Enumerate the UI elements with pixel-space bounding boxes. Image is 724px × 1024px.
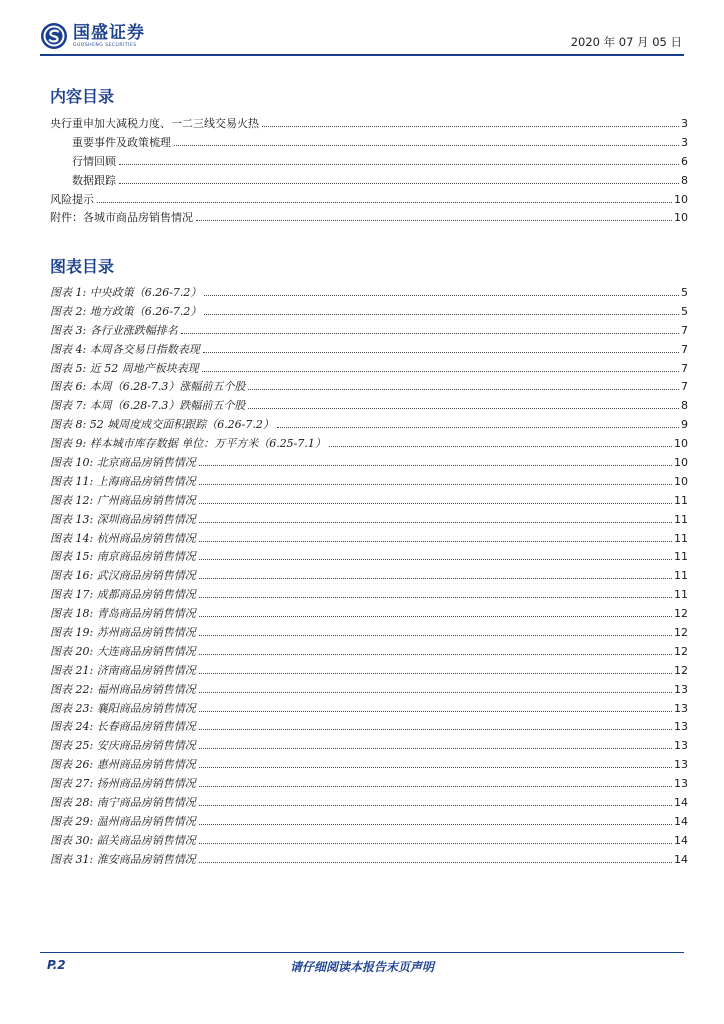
dot-leader [199, 843, 672, 844]
figure-entry-page: 10 [674, 437, 688, 451]
figure-entry-label: 图表 17: 成都商品房销售情况 [50, 588, 196, 602]
figure-entry[interactable] [50, 586, 688, 605]
figure-entry[interactable] [50, 492, 688, 511]
figure-entry-label: 图表 4: 本周各交易日指数表现 [50, 342, 200, 356]
dot-leader [199, 673, 672, 674]
figure-entry[interactable] [50, 530, 688, 549]
dot-leader [199, 503, 672, 504]
figure-entry-page: 11 [674, 550, 688, 564]
figure-entry[interactable] [50, 737, 688, 756]
figure-entry-label: 图表 26: 惠州商品房销售情况 [50, 758, 196, 772]
dot-leader [329, 446, 672, 447]
figure-entry-label: 图表 7: 本周（6.28-7.3）跌幅前五个股 [50, 399, 246, 413]
dot-leader [199, 616, 672, 617]
figure-entry-label: 图表 15: 南京商品房销售情况 [50, 550, 196, 564]
dot-leader [248, 389, 679, 390]
dot-leader [277, 427, 679, 428]
figure-entry[interactable] [50, 511, 688, 530]
figure-entry-page: 11 [674, 531, 688, 545]
contents-entry-label: 数据跟踪 [72, 173, 116, 187]
figure-entry[interactable] [50, 454, 688, 473]
figure-entry[interactable] [50, 435, 688, 454]
dot-leader [199, 767, 672, 768]
figure-entry[interactable] [50, 473, 688, 492]
figure-entry-page: 11 [674, 588, 688, 602]
figure-entry[interactable] [50, 700, 688, 719]
contents-entry-page: 8 [681, 173, 688, 187]
figure-entry-page: 9 [681, 418, 688, 432]
dot-leader [199, 711, 672, 712]
figure-entry-label: 图表 8: 52 城周度成交面积跟踪（6.26-7.2） [50, 418, 274, 432]
contents-entry-label: 行情回顾 [72, 154, 116, 168]
figure-entry-label: 图表 28: 南宁商品房销售情况 [50, 796, 196, 810]
dot-leader [203, 352, 679, 353]
figure-entry-label: 图表 1: 中央政策（6.26-7.2） [50, 286, 202, 299]
dot-leader [199, 824, 672, 825]
figure-entry[interactable] [50, 643, 688, 662]
figure-entry-page: 14 [674, 796, 688, 810]
dot-leader [199, 484, 672, 485]
contents-entry-label: 重要事件及政策梳理 [72, 135, 171, 149]
figure-entry-page: 14 [674, 833, 688, 847]
figure-entry-label: 图表 2: 地方政策（6.26-7.2） [50, 304, 202, 318]
figure-entry-page: 11 [674, 493, 688, 507]
figure-entry-page: 13 [674, 720, 688, 734]
dot-leader [199, 862, 672, 863]
logo-subtitle: GUOSHENG SECURITIES [73, 42, 137, 48]
figure-entry[interactable] [50, 756, 688, 775]
figure-entry-page: 13 [674, 777, 688, 791]
contents-entry-page: 10 [674, 211, 688, 225]
dot-leader [199, 805, 672, 806]
figures-title: 图表目录 [50, 257, 115, 276]
figure-entry-page: 12 [674, 663, 688, 677]
figure-entry[interactable] [50, 416, 688, 435]
figure-entry[interactable] [50, 397, 688, 416]
figure-entry-page: 7 [681, 323, 688, 337]
dot-leader [174, 145, 679, 146]
dot-leader [199, 729, 672, 730]
figure-entry-label: 图表 16: 武汉商品房销售情况 [50, 569, 196, 583]
figure-entry[interactable] [50, 681, 688, 700]
dot-leader [199, 786, 672, 787]
logo-icon [40, 22, 68, 50]
figure-entry-page: 8 [681, 399, 688, 413]
footer-divider [40, 952, 684, 953]
figure-entry[interactable] [50, 284, 688, 303]
figure-entry-label: 图表 23: 襄阳商品房销售情况 [50, 701, 196, 715]
figure-entry-page: 13 [674, 739, 688, 753]
contents-entry[interactable] [50, 115, 688, 134]
figure-entry-page: 14 [674, 852, 688, 866]
figure-entry-label: 图表 11: 上海商品房销售情况 [50, 474, 196, 488]
figure-entry-page: 13 [674, 701, 688, 715]
page-number: P.2 [47, 958, 66, 972]
dot-leader [181, 333, 679, 334]
figure-entry[interactable] [50, 378, 688, 397]
dot-leader [248, 408, 679, 409]
figure-entry-page: 12 [674, 607, 688, 621]
dot-leader [199, 748, 672, 749]
dot-leader [199, 578, 672, 579]
figure-entry[interactable] [50, 341, 688, 360]
contents-entry-page: 6 [681, 154, 688, 168]
dot-leader [204, 295, 679, 296]
figure-entry[interactable] [50, 303, 688, 322]
figure-entry-label: 图表 20: 大连商品房销售情况 [50, 644, 196, 658]
report-date: 2020 年 07 月 05 日 [570, 35, 682, 49]
figure-entry-page: 7 [681, 380, 688, 394]
figure-entry-label: 图表 30: 韶关商品房销售情况 [50, 833, 196, 847]
figure-entry-label: 图表 10: 北京商品房销售情况 [50, 456, 196, 470]
contents-entry[interactable] [50, 209, 688, 228]
figures-list [50, 284, 688, 870]
figure-entry-label: 图表 29: 温州商品房销售情况 [50, 814, 196, 828]
figure-entry-page: 5 [681, 286, 688, 299]
figure-entry[interactable] [50, 832, 688, 851]
logo-name: 国盛证券 [73, 22, 145, 43]
figure-entry-label: 图表 24: 长春商品房销售情况 [50, 720, 196, 734]
contents-entry-label: 央行重申加大减税力度、一二三线交易火热 [50, 117, 259, 130]
figure-entry-label: 图表 12: 广州商品房销售情况 [50, 493, 196, 507]
dot-leader [199, 541, 672, 542]
figure-entry-page: 10 [674, 456, 688, 470]
contents-entry-label: 附件：各城市商品房销售情况 [50, 211, 193, 225]
figure-entry-page: 10 [674, 474, 688, 488]
figure-entry-page: 12 [674, 626, 688, 640]
figure-entry-page: 13 [674, 682, 688, 696]
figure-entry[interactable] [50, 718, 688, 737]
dot-leader [196, 220, 672, 221]
figure-entry[interactable] [50, 851, 688, 870]
figure-entry[interactable] [50, 548, 688, 567]
dot-leader [97, 202, 672, 203]
contents-entry[interactable] [50, 134, 688, 153]
header-divider [40, 54, 684, 56]
figure-entry[interactable] [50, 662, 688, 681]
contents-entry-page: 3 [681, 117, 688, 130]
figure-entry[interactable] [50, 322, 688, 341]
figure-entry-page: 11 [674, 512, 688, 526]
dot-leader [199, 465, 672, 466]
figure-entry-page: 14 [674, 814, 688, 828]
figure-entry[interactable] [50, 624, 688, 643]
figure-entry-label: 图表 6: 本周（6.28-7.3）涨幅前五个股 [50, 380, 246, 394]
figure-entry-page: 11 [674, 569, 688, 583]
figure-entry[interactable] [50, 567, 688, 586]
contents-title: 内容目录 [50, 87, 115, 106]
dot-leader [199, 692, 672, 693]
contents-entry-page: 3 [681, 135, 688, 149]
dot-leader [199, 522, 672, 523]
dot-leader [199, 635, 672, 636]
figure-entry-label: 图表 13: 深圳商品房销售情况 [50, 512, 196, 526]
page-header [40, 20, 684, 56]
dot-leader [199, 559, 672, 560]
contents-entry-label: 风险提示 [50, 192, 94, 206]
contents-list [50, 115, 688, 228]
dot-leader [199, 654, 672, 655]
figure-entry[interactable] [50, 605, 688, 624]
figure-entry-label: 图表 27: 扬州商品房销售情况 [50, 777, 196, 791]
disclaimer-note: 请仔细阅读本报告末页声明 [289, 960, 434, 974]
figure-entry-label: 图表 31: 淮安商品房销售情况 [50, 852, 196, 866]
contents-entry[interactable] [50, 172, 688, 191]
figure-entry-label: 图表 3: 各行业涨跌幅排名 [50, 323, 178, 337]
dot-leader [119, 164, 679, 165]
figure-entry-page: 7 [681, 361, 688, 375]
dot-leader [119, 183, 679, 184]
figure-entry-page: 12 [674, 644, 688, 658]
contents-entry[interactable] [50, 191, 688, 210]
figure-entry-label: 图表 9: 样本城市库存数据 单位：万平方米（6.25-7.1） [50, 437, 326, 451]
figure-entry[interactable] [50, 775, 688, 794]
figure-entry-page: 5 [681, 304, 688, 318]
company-logo [40, 22, 145, 50]
dot-leader [202, 371, 679, 372]
figure-entry[interactable] [50, 360, 688, 379]
figure-entry-label: 图表 22: 福州商品房销售情况 [50, 682, 196, 696]
figure-entry-label: 图表 18: 青岛商品房销售情况 [50, 607, 196, 621]
figure-entry-label: 图表 21: 济南商品房销售情况 [50, 663, 196, 677]
figure-entry[interactable] [50, 794, 688, 813]
contents-entry-page: 10 [674, 192, 688, 206]
contents-entry[interactable] [50, 153, 688, 172]
figure-entry-label: 图表 5: 近 52 周地产板块表现 [50, 361, 199, 375]
figure-entry-label: 图表 19: 苏州商品房销售情况 [50, 626, 196, 640]
figure-entry-label: 图表 14: 杭州商品房销售情况 [50, 531, 196, 545]
dot-leader [204, 314, 679, 315]
dot-leader [262, 126, 679, 127]
figure-entry-page: 7 [681, 342, 688, 356]
figure-entry-label: 图表 25: 安庆商品房销售情况 [50, 739, 196, 753]
figure-entry[interactable] [50, 813, 688, 832]
figure-entry-page: 13 [674, 758, 688, 772]
dot-leader [199, 597, 672, 598]
